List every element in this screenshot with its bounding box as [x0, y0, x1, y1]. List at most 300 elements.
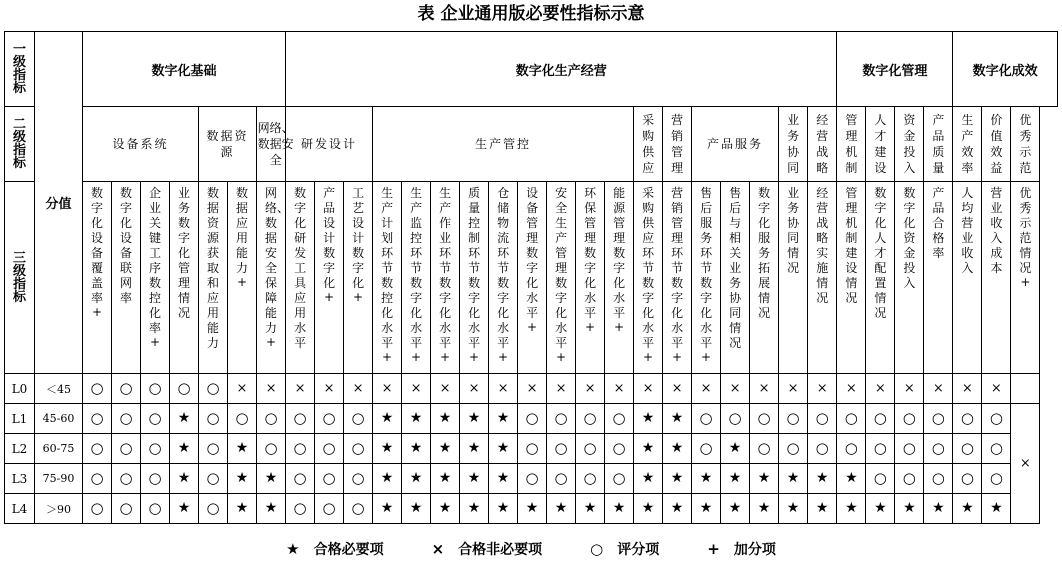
- l3-indicator-19: [634, 182, 663, 374]
- cross-mark: ×: [750, 374, 779, 404]
- star-mark: ★: [402, 494, 431, 524]
- l2-label-4: 生产管控: [475, 137, 532, 151]
- l3-indicator-9: [344, 182, 373, 374]
- l3-indicator-10: [373, 182, 402, 374]
- level1-label-cell: [5, 32, 35, 107]
- l2-label-10: 管理机制: [845, 113, 858, 175]
- star-mark: ★: [837, 494, 866, 524]
- circle-mark: ○: [547, 434, 576, 464]
- l3-indicator-label: 生产作业环节数字化水平: [439, 186, 452, 350]
- l2-label-8: 业务协同: [787, 113, 800, 175]
- star-mark: ★: [750, 494, 779, 524]
- l1-group-0: 数字化基础: [83, 32, 286, 107]
- plus-mark: +: [353, 290, 364, 304]
- circle-mark: ○: [83, 434, 112, 464]
- level3-label-cell: [5, 182, 35, 374]
- circle-mark: ○: [924, 404, 953, 434]
- l3-header-row: [5, 182, 1058, 374]
- l3-indicator-label: 网络、数据安全保障能力: [265, 186, 290, 335]
- row-score: 60-75: [35, 434, 83, 464]
- star-mark: ★: [895, 494, 924, 524]
- l3-indicator-6: [257, 182, 290, 374]
- star-mark: ★: [170, 404, 199, 434]
- circle-mark: ○: [83, 464, 112, 494]
- l2-group-3: [286, 107, 373, 182]
- l3-indicator-label: 营业收入成本: [990, 186, 1003, 275]
- l2-group-2: [257, 107, 294, 182]
- star-mark: ★: [373, 494, 402, 524]
- l3-indicator-label: 能源管理数字化水平: [613, 186, 626, 320]
- l2-group-10: [837, 107, 866, 182]
- star-mark: ★: [721, 464, 750, 494]
- l3-indicator-label: 安全生产管理数字化水平: [555, 186, 568, 350]
- circle-mark: ○: [112, 494, 141, 524]
- cross-mark: ×: [228, 374, 257, 404]
- star-mark: ★: [402, 434, 431, 464]
- level1-label: 一级指标: [13, 42, 27, 96]
- star-mark: ★: [431, 404, 460, 434]
- l3-indicator-label: 数字化设备覆盖率: [91, 186, 104, 305]
- circle-mark: ○: [895, 464, 924, 494]
- star-mark: ★: [808, 494, 837, 524]
- circle-mark: ○: [170, 374, 199, 404]
- circle-mark: ○: [141, 374, 170, 404]
- l2-group-6: [663, 107, 692, 182]
- l3-indicator-23: [750, 182, 779, 374]
- level-row-l2: [5, 434, 1058, 464]
- l2-group-7: [692, 107, 779, 182]
- row-level: L1: [5, 404, 35, 434]
- circle-mark: ○: [315, 494, 344, 524]
- l3-indicator-22: [721, 182, 750, 374]
- row-level: L3: [5, 464, 35, 494]
- circle-mark: ○: [199, 494, 228, 524]
- legend-item-0: [286, 539, 383, 559]
- plus-mark: +: [556, 350, 567, 364]
- l1-group-1: 数字化生产经营: [286, 32, 837, 107]
- l3-indicator-label: 设备管理数字化水平: [526, 186, 539, 320]
- cross-mark: ×: [953, 374, 982, 404]
- star-mark: ★: [489, 494, 518, 524]
- circle-mark: ○: [315, 434, 344, 464]
- circle-mark: ○: [924, 464, 953, 494]
- cross-mark: ×: [460, 374, 489, 404]
- star-mark: ★: [547, 494, 576, 524]
- circle-mark: ○: [518, 434, 547, 464]
- plus-mark: +: [672, 350, 683, 364]
- cross-mark: ×: [344, 374, 373, 404]
- l3-indicator-24: [779, 182, 808, 374]
- l3-indicator-label: 质量控制环节数字化水平: [468, 186, 481, 350]
- star-mark: ★: [779, 494, 808, 524]
- l3-indicator-25: [808, 182, 837, 374]
- circle-mark: ○: [286, 464, 315, 494]
- l2-group-13: [924, 107, 953, 182]
- circle-mark: ○: [750, 404, 779, 434]
- star-mark: ★: [460, 464, 489, 494]
- circle-mark: ○: [344, 494, 373, 524]
- l3-indicator-label: 经营战略实施情况: [816, 186, 829, 305]
- cross-mark: ×: [373, 374, 402, 404]
- l2-group-11: [866, 107, 895, 182]
- empty-cell: [1011, 374, 1040, 404]
- l3-indicator-label: 营销管理环节数字化水平: [671, 186, 684, 350]
- circle-mark: ○: [315, 404, 344, 434]
- cross-mark: ×: [692, 374, 721, 404]
- l2-label-3: 研发设计: [301, 137, 358, 151]
- l3-indicator-label: 售后与相关业务协同情况: [729, 186, 742, 350]
- l2-label-15: 价值效益: [990, 113, 1003, 175]
- l3-indicator-label: 数字化设备联网率: [120, 186, 133, 305]
- l3-indicator-12: [431, 182, 460, 374]
- l2-group-12: [895, 107, 924, 182]
- star-mark: ★: [721, 494, 750, 524]
- cross-mark: ×: [402, 374, 431, 404]
- circle-mark: ○: [141, 464, 170, 494]
- l3-indicator-7: [286, 182, 315, 374]
- star-mark: ★: [489, 404, 518, 434]
- row-level: L0: [5, 374, 35, 404]
- star-mark: ★: [170, 494, 199, 524]
- circle-mark: ○: [199, 464, 228, 494]
- circle-mark: ○: [547, 404, 576, 434]
- l3-indicator-32: [1011, 182, 1040, 374]
- circle-mark: ○: [286, 404, 315, 434]
- circle-mark: ○: [576, 434, 605, 464]
- cross-mark: ×: [924, 374, 953, 404]
- circle-mark: ○: [576, 404, 605, 434]
- circle-mark: ○: [866, 434, 895, 464]
- circle-mark: ○: [228, 404, 257, 434]
- legend-label: 评分项: [617, 542, 660, 558]
- circle-mark: ○: [112, 464, 141, 494]
- circle-mark: ○: [808, 404, 837, 434]
- star-mark: ★: [692, 464, 721, 494]
- circle-mark: ○: [199, 404, 228, 434]
- cross-mark: ×: [518, 374, 547, 404]
- l2-label-12: 资金投入: [903, 113, 916, 175]
- legend: [0, 538, 1062, 560]
- l3-indicator-8: [315, 182, 344, 374]
- circle-mark: ○: [518, 404, 547, 434]
- l2-label-5: 采购供应: [642, 113, 655, 175]
- legend-item-3: [707, 539, 776, 559]
- circle-mark: ○: [779, 404, 808, 434]
- l2-group-4: [373, 107, 634, 182]
- cross-mark: ×: [315, 374, 344, 404]
- star-mark: ★: [924, 494, 953, 524]
- circle-mark: ○: [895, 434, 924, 464]
- cross-mark: ×: [895, 374, 924, 404]
- l3-indicator-label: 生产监控环节数字化水平: [410, 186, 423, 350]
- level-row-l0: [5, 374, 1058, 404]
- circle-mark: ○: [982, 434, 1011, 464]
- circle-mark: ○: [605, 464, 634, 494]
- l2-group-9: [808, 107, 837, 182]
- circle-mark: ○: [750, 434, 779, 464]
- circle-mark: ○: [953, 434, 982, 464]
- star-mark: ★: [431, 434, 460, 464]
- star-mark: ★: [663, 494, 692, 524]
- circle-mark: ○: [344, 434, 373, 464]
- cross-mark: ×: [663, 374, 692, 404]
- circle-mark: ○: [344, 404, 373, 434]
- plus-mark: +: [382, 350, 393, 364]
- l3-indicator-label: 企业关键工序数控化率: [149, 186, 162, 335]
- row-score: 45-60: [35, 404, 83, 434]
- l3-indicator-27: [866, 182, 895, 374]
- l2-label-1: 数据资源: [206, 129, 249, 159]
- level3-label: 三级指标: [13, 250, 27, 305]
- level-row-l4: [5, 494, 1058, 524]
- legend-symbol: +: [707, 540, 720, 558]
- legend-label: 合格非必要项: [458, 542, 543, 558]
- l3-indicator-29: [924, 182, 953, 374]
- star-mark: ★: [373, 464, 402, 494]
- l3-indicator-15: [518, 182, 547, 374]
- star-mark: ★: [402, 404, 431, 434]
- circle-mark: ○: [141, 494, 170, 524]
- l2-label-16: 优秀示范: [1019, 113, 1032, 175]
- cross-mark: ×: [605, 374, 634, 404]
- l3-indicator-31: [982, 182, 1011, 374]
- l3-indicator-13: [460, 182, 489, 374]
- l3-indicator-label: 数字化人才配置情况: [874, 186, 887, 320]
- l2-header-row: [5, 107, 1058, 182]
- circle-mark: ○: [779, 434, 808, 464]
- indicator-table: [4, 31, 1058, 524]
- l3-indicator-label: 数字化服务拓展情况: [758, 186, 771, 320]
- plus-mark: +: [701, 350, 712, 364]
- legend-item-1: [432, 539, 543, 559]
- circle-mark: ○: [141, 404, 170, 434]
- cross-mark: ×: [982, 374, 1011, 404]
- circle-mark: ○: [605, 434, 634, 464]
- circle-mark: ○: [257, 434, 286, 464]
- circle-mark: ○: [83, 374, 112, 404]
- l3-indicator-label: 产品设计数字化: [323, 186, 336, 290]
- l2-group-5: [634, 107, 663, 182]
- star-mark: ★: [692, 494, 721, 524]
- plus-mark: +: [614, 320, 625, 334]
- cross-mark: ×: [489, 374, 518, 404]
- row-score: ＞90: [35, 494, 83, 524]
- star-mark: ★: [808, 464, 837, 494]
- l2-group-8: [779, 107, 808, 182]
- l3-indicator-label: 数字化资金投入: [903, 186, 916, 290]
- l3-indicator-14: [489, 182, 518, 374]
- star-mark: ★: [866, 494, 895, 524]
- l2-group-1: [199, 107, 257, 182]
- star-mark: ★: [663, 404, 692, 434]
- circle-mark: ○: [199, 434, 228, 464]
- l3-indicator-label: 业务协同情况: [787, 186, 800, 275]
- circle-mark: ○: [286, 494, 315, 524]
- star-mark: ★: [170, 464, 199, 494]
- circle-mark: ○: [866, 404, 895, 434]
- l3-indicator-5: [228, 182, 257, 374]
- star-mark: ★: [402, 464, 431, 494]
- circle-mark: ○: [315, 464, 344, 494]
- document-title: 表 企业通用版必要性指标示意: [417, 4, 645, 24]
- level-row-l3: [5, 464, 1058, 494]
- row-level: L2: [5, 434, 35, 464]
- circle-mark: ○: [83, 494, 112, 524]
- circle-mark: ○: [199, 374, 228, 404]
- cross-mark: ×: [721, 374, 750, 404]
- star-mark: ★: [663, 464, 692, 494]
- level2-label: 二级指标: [13, 117, 27, 171]
- star-mark: ★: [431, 494, 460, 524]
- circle-mark: ○: [982, 464, 1011, 494]
- star-mark: ★: [460, 404, 489, 434]
- l3-indicator-18: [605, 182, 634, 374]
- l3-indicator-16: [547, 182, 576, 374]
- plus-mark: +: [411, 350, 422, 364]
- l3-indicator-label: 数据应用能力: [236, 186, 249, 275]
- legend-symbol: ★: [286, 540, 300, 558]
- l3-indicator-17: [576, 182, 605, 374]
- l3-indicator-label: 采购供应环节数字化水平: [642, 186, 655, 350]
- star-mark: ★: [460, 494, 489, 524]
- l3-indicator-11: [402, 182, 431, 374]
- plus-mark: +: [324, 290, 335, 304]
- l3-indicator-label: 管理机制建设情况: [845, 186, 858, 305]
- row-level: L4: [5, 494, 35, 524]
- plus-mark: +: [91, 305, 103, 319]
- legend-label: 加分项: [733, 542, 776, 558]
- star-mark: ★: [228, 494, 257, 524]
- circle-mark: ○: [866, 464, 895, 494]
- l3-indicator-label: 人均营业收入: [961, 186, 974, 275]
- l3-indicator-label: 数据资源获取和应用能力: [207, 186, 220, 350]
- circle-mark: ○: [286, 434, 315, 464]
- star-mark: ★: [373, 404, 402, 434]
- l2-label-13: 产品质量: [932, 113, 945, 175]
- circle-mark: ○: [112, 434, 141, 464]
- cross-mark: ×: [808, 374, 837, 404]
- star-mark: ★: [257, 464, 286, 494]
- legend-item-2: [590, 539, 659, 559]
- score-header: 分值: [35, 32, 83, 374]
- star-mark: ★: [750, 464, 779, 494]
- l3-indicator-label: 业务数字化管理情况: [178, 186, 191, 320]
- cross-mark: ×: [547, 374, 576, 404]
- circle-mark: ○: [547, 464, 576, 494]
- star-mark: ★: [228, 434, 257, 464]
- circle-mark: ○: [895, 404, 924, 434]
- l3-indicator-20: [663, 182, 692, 374]
- l2-label-11: 人才建设: [874, 113, 887, 175]
- plus-mark: +: [643, 350, 654, 364]
- plus-mark: +: [149, 335, 161, 349]
- l3-indicator-label: 工艺设计数字化: [352, 186, 365, 290]
- l1-group-3: 数字化成效: [953, 32, 1058, 107]
- plus-mark: +: [266, 335, 277, 349]
- star-mark: ★: [257, 494, 286, 524]
- plus-mark: +: [498, 350, 509, 364]
- l2-group-15: [982, 107, 1011, 182]
- circle-mark: ○: [257, 404, 286, 434]
- cross-mark: ×: [837, 374, 866, 404]
- plus-mark: +: [469, 350, 480, 364]
- circle-mark: ○: [924, 434, 953, 464]
- star-mark: ★: [605, 494, 634, 524]
- l2-label-2: 网络、数据安全: [257, 121, 294, 167]
- plus-mark: +: [527, 320, 538, 334]
- star-mark: ★: [576, 494, 605, 524]
- star-mark: ★: [489, 464, 518, 494]
- l3-indicator-1: [112, 182, 141, 374]
- circle-mark: ○: [518, 464, 547, 494]
- circle-mark: ○: [692, 404, 721, 434]
- circle-mark: ○: [83, 404, 112, 434]
- circle-mark: ○: [605, 404, 634, 434]
- legend-symbol: ×: [431, 540, 445, 558]
- l3-indicator-label: 产品合格率: [932, 186, 945, 260]
- l1-header-row: [5, 32, 1058, 107]
- star-mark: ★: [228, 464, 257, 494]
- l2-label-7: 产品服务: [707, 137, 764, 151]
- circle-mark: ○: [576, 464, 605, 494]
- l3-indicator-label: 生产计划环节数控化水平: [381, 186, 394, 350]
- l3-indicator-28: [895, 182, 924, 374]
- row-score: 75-90: [35, 464, 83, 494]
- star-mark: ★: [721, 434, 750, 464]
- circle-mark: ○: [982, 404, 1011, 434]
- plus-mark: +: [1020, 275, 1031, 289]
- l2-group-14: [953, 107, 982, 182]
- l3-indicator-0: [83, 182, 112, 374]
- l1-group-2: 数字化管理: [837, 32, 953, 107]
- l3-indicator-label: 环保管理数字化水平: [584, 186, 597, 320]
- star-mark: ★: [634, 434, 663, 464]
- star-mark: ★: [982, 494, 1011, 524]
- circle-mark: ○: [953, 404, 982, 434]
- cross-mark: ×: [866, 374, 895, 404]
- l3-indicator-label: 优秀示范情况: [1019, 186, 1032, 275]
- l2-label-9: 经营战略: [816, 113, 829, 175]
- circle-mark: ○: [837, 404, 866, 434]
- level-row-l1: [5, 404, 1058, 434]
- circle-mark: ○: [953, 464, 982, 494]
- l3-indicator-4: [199, 182, 228, 374]
- plus-mark: +: [585, 320, 596, 334]
- star-mark: ★: [489, 434, 518, 464]
- l3-indicator-30: [953, 182, 982, 374]
- cross-mark: ×: [634, 374, 663, 404]
- plus-mark: +: [236, 275, 248, 289]
- plus-mark: +: [440, 350, 451, 364]
- circle-mark: ○: [112, 374, 141, 404]
- cross-mark: ×: [257, 374, 286, 404]
- l2-label-0: 设备系统: [112, 137, 169, 151]
- circle-mark: ○: [692, 434, 721, 464]
- l3-indicator-2: [141, 182, 170, 374]
- circle-mark: ○: [837, 434, 866, 464]
- level2-label-cell: [5, 107, 35, 182]
- star-mark: ★: [170, 434, 199, 464]
- l3-indicator-label: 数字化研发工具应用水平: [294, 186, 307, 350]
- circle-mark: ○: [344, 464, 373, 494]
- l3-indicator-label: 仓储物流环节数字化水平: [497, 186, 510, 350]
- star-mark: ★: [634, 494, 663, 524]
- circle-mark: ○: [721, 404, 750, 434]
- l2-group-0: [83, 107, 199, 182]
- star-mark: ★: [837, 464, 866, 494]
- excellent-demo-note: ×: [1011, 404, 1040, 524]
- star-mark: ★: [460, 434, 489, 464]
